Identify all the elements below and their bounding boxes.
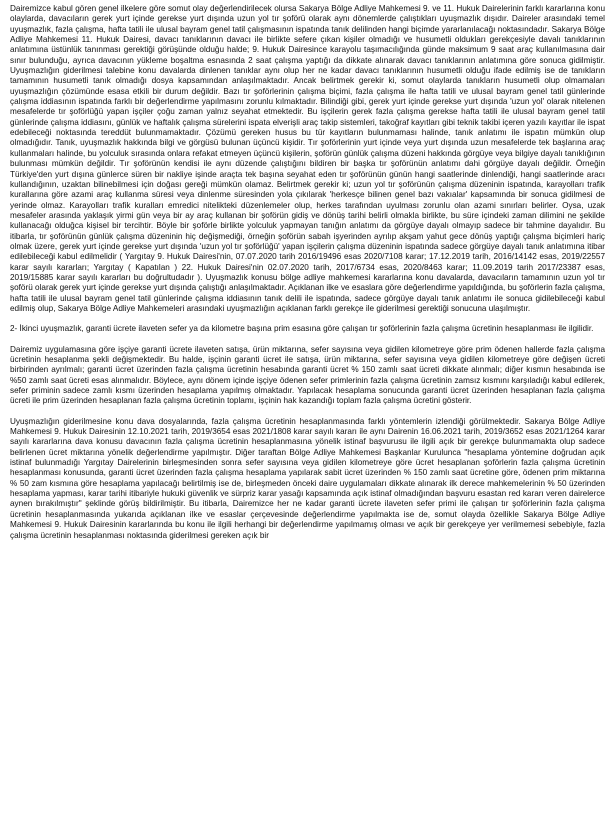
paragraph-gap <box>10 407 605 417</box>
body-paragraph: Dairemizce kabul gören genel ilkelere göre somut olay değerlendirilecek olursa Sakarya Bölge Adliye Mahkemesi 9. ve 11. Hukuk Dairelerinin farklı kararlarına konu olaylarda, davacıların gerek yurt içinde gerekse yurt dışında uzun yol tır şoförü olarak aynı dönemlerde çalıştıkları uyuşmazlık dışıdır. Daireler arasındaki temel uyuşmazlık, fazla çalışma, hafta tatili ile ulusal bayram genel tatil çalışmasının ispatında tanık delilinden hangi biçimde yararlanılacağı noktasındadır. Sakarya Bölge Adliye Mahkemesi 11. Hukuk Dairesi, davacı tanıklarının davacı ile birlikte sefere çıkan kişiler olmadığı ve husumetli oldukları gerekçesiyle davalı tanıklarının anlatımına üstünlük tanınması gerektiği görüşünde olduğu halde; 9. Hukuk Dairesince karayolu taşımacılığında günde maksimum 9 saat araç kullanılmasına dair sınır bulunduğu, ayrıca davacının yükleme boşaltma esnasında 2 saat çalışma yaptığı da dikkate alınarak davacı tanıklarının anlatımına göre sonuca gidilmiştir. Uyuşmazlığın giderilmesi talebine konu davalarda dinlenen tanıklar aynı olup her ne kadar davacı tanıklarının husumetli olduğu ifade edilmiş ise de tanıkların tamamının husumetli tanık olmadığı dosya kapsamından anlaşılmaktadır. Ancak belirtmek gerekir ki, somut olaylarda tanıkların husumetli olup olmamaları uyuşmazlığın çözümünde esasa etkili bir durum değildir. Bazı tır şoförlerinin çalışma biçimi, fazla çalışma ile hafta tatili ve ulusal bayram genel tatil günlerinde çalışma iddiasının ispatında farklı bir değerlendirme yapılmasını zorunlu kılmaktadır. Bilindiği gibi, gerek yurt içinde gerekse yurt dışında 'uzun yol' olarak nitelenen mesafelerde tır şoförlüğü yapan işçiler çoğu zaman yalnız seyahat etmektedir. Bu işçilerin gerek fazla çalışma gerekse hafta tatili ile ulusal bayram genel tatil günlerinde çalışma iddiasını, günlük ve haftalık çalışma sürelerini ispata elverişli araç takip sistemleri, takoğraf kayıtları gibi teknik takibi içeren yazılı kayıtlar ile ispat edebileceği noktasında tereddüt bulunmamaktadır. Çözümü gereken husus bu tür kayıtların bulunmaması halinde, tanık anlatımı ile ispatın mümkün olup olmadığıdır. Tanık, uyuşmazlık hakkında bilgi ve görgüsü bulunan üçüncü kişidir. Tır şoförlerinin yurt içinde veya yurt dışında uzun mesafelerde tek başlarına araç kullanmaları halinde, bu yolculuk sırasında onlara refakat etmeyen üçüncü kişilerin, şoförün günlük çalışma düzeni hakkında görgüye veya bilgiye dayalı tanıklığının bulunması mümkün değildir. Tır şoförünün kendisi ile aynı düzende çalıştığını bildiren bir başka tır şoförünün anlatımı dahi görgüye dayalı değildir. Örneğin Türkiye'den yurt dışına günlerce süren bir nakliye işinde araçta tek başına seyahat eden tır şoförünün günün hangi saatlerinde dinlendiği, hangi saatlerinde aracı kullandığının, uzaktan bilinebilmesi için doğası gereği mümkün olamaz. Belirtmek gerekir ki; uzun yol tır şoförünün çalışma düzeninin ispatında, karayolları trafik kurallarına göre azami araç kullanma süresi veya dinlenme süresinden yola çıkılarak 'herkesçe bilinen genel bazı vakıalar' kapsamında bir sonuca gidilmesi de yerinde olmaz. Karayolları trafik kuralları emredici nitelikteki düzenlemeler olup, herkes tarafından uyulması zorunlu olan azami sınırları belirler. Oysa, uzak mesafeler arasında yaklaşık yirmi gün veya bir ay araç kullanan bir şoförün gidiş ve dönüş tarihi belirli olmakla birlikte, bu süre içindeki zaman dilimini ne şekilde kullanacağı olduğca kişisel bir tercihtir. Böyle bir şoförle birlikte yolculuk yapmayan tanığın anlatımı da görgüye dayalı olmayıp sadece bir tahmine dayalıdır. Bu itibarla, tır şoförünün günlük çalışma düzeninin hiç değişmediği, örneğin şoförün sabah işyerinden ayrılıp akşam yahut gece dönüş yaptığı çalışma biçimleri hariç olmak üzere, gerek yurt içinde gerekse yurt dışında 'uzun yol tır şoförlüğü' yapan işçilerin çalışma düzeninin ispatında sadece görgüye dayalı tanık anlatımına itibar edilebileceği kabul edilmelidir ( Yargıtay 9. Hukuk Dairesi'nin, 07.07.2020 tarih 2016/19496 esas 2020/7108 karar; 17.12.2019 tarih, 2016/14142 esas, 2019/22557 karar sayılı kararları; Yargıtay ( Kapatılan ) 22. Hukuk Dairesi'nin 02.07.2020 tarih, 2017/6734 esas, 2020/8463 karar; 11.09.2019 tarih 2017/23387 esas, 2019/15885 karar sayılı kararları bu doğrultudadır ). Uyuşmazlık konusu bölge adliye mahkemesi kararlarına konu davalarda, davacıların tamamının uzun yol tır şoförü olarak gerek yurt içinde gerekse yurt dışında çalıştığı anlaşılmaktadır. Açıklanan ilke ve esaslara göre değerlendirme yapıldığında, bu şoförlerin fazla çalışma, hafta tatili ile ulusal bayram genel tatil günlerinde çalışma iddiasının tanık delili ile ispatında, sadece görgüye dayalı tanık anlatımı ile sonuca gidilebileceği kabul edilmiş olup, Sakarya Bölge Adliye Mahkemeleri arasındaki uyuşmazlığın açıklanan farklı gerekçe ile giderilmesi gerektiği sonucuna ulaşılmıştır. <box>10 4 605 313</box>
paragraph-gap <box>10 314 605 324</box>
body-paragraph: Dairemiz uygulamasına göre işçiye garanti ücrete ilaveten satışa, ürün miktarına, sefer sayısına veya gidilen kilometreye göre prim ödenen hallerde fazla çalışma ücretinin hesaplanma şekli değişmektedir. Bu halde, işçinin garanti ücret ile satışa, ürün miktarına, sefer sayısına veya gidilen kilometreye göre değişen ücreti birbirinden ayrılmalı; garanti ücret üzerinden fazla çalışma ücretinin hesabında garanti ücret % 150 zamlı saat ücreti dikkate alınmalı; diğer kısmın hesabında ise %50 zamlı saat ücreti esas alınmalıdır. Böylece, aynı dönem içinde işçiye ödenen sefer primlerinin fazla çalışma ücretinin zamsız kısmını karşıladığı kabul edilerek, sefer priminin sadece zamlı kısmı üzerinden hesaplama yapılmış olmaktadır. Yapılacak hesaplama sonucunda garanti ücret üzerinden hesaplanan fazla çalışma ücreti ile prim üzerinden hesaplanan fazla çalışma ücretinin toplamı, işçinin hak kazandığı toplam fazla çalışma ücretini gösterir. <box>10 344 605 406</box>
body-paragraph: Uyuşmazlığın giderilmesine konu dava dosyalarında, fazla çalışma ücretinin hesaplanmasında farklı yöntemlerin izlendiği görülmektedir. Sakarya Bölge Adliye Mahkemesi 9. Hukuk Dairesinin 12.10.2021 tarih, 2019/3654 esas 2021/1808 karar sayılı kararı ile aynı Dairenin 16.06.2021 tarih, 2019/3652 esas 2021/1264 karar sayılı kararlarına dava konusu davacının fazla çalışma ücretinin hesaplanmasına yönelik istinaf başvurusu ile ilgili açık bir gerekçe bulunmamakta olup sadece belirlenen ücret miktarına yönelik değerlendirme yapılmıştır. Diğer taraftan Bölge Adliye Mahkemesi Başkanlar Kurulunca "hesaplama yöntemine doğrudan açık istinaf bulunmadığı Yargıtay Dairelerinin birleşmesinden sonra sefer sayısına veya gidilen kilometreye göre ücret hesaplanan şoförlerin fazla çalışma ücretinin hesaplanması konusunda, garanti ücret üzerinden fazla çalışma hesaplama yapılarak sabit ücret üzerinden % 150 zamlı saat ücretine göre, ödenen prim miktarına % 50 zam kısmına göre hesaplama yapılacağı belirtilmiş ise de, birleşmeden önceki daire uygulamaları dikkate alınarak ilk derece mahkemelerinin % 50 üzerinden hesaplama yapması, karar tarihi itibariyle hukuki güvenlik ve sürpriz karar yasağı kapsamında açık istinaf olmadığından başvuru esastan red kararı veren dairelerce aynen bırakılmıştır" şeklinde görüş bildirilmiştir. Bu itibarla, Dairemizce her ne kadar garanti ücrete ilaveten sefer primi ile çalışan tır şoförlerinin fazla çalışma ücretinin hesaplanmasında yukarıda açıklanan ilke ve esaslar çerçevesinde değerlendirme yapılmakta ise de, somut olayda özellikle Sakarya Bölge Adliye Mahkemesi 9. Hukuk Dairesinin kararlarında bu konu ile ilgili herhangi bir değerlendirme yapılmamış olması ve açık bir gerekçeye yer verilmemesi sebebiyle, fazla çalışma ücretinin hesaplanması noktasında giderilmesi gereken açık bir <box>10 416 605 540</box>
section-heading-paragraph: 2- İkinci uyuşmazlık, garanti ücrete ilaveten sefer ya da kilometre başına prim esasına göre çalışan tır şoförlerinin fazla çalışma ücretinin hesaplanması ile ilgilidir. <box>10 324 594 334</box>
paragraph-gap <box>10 335 605 345</box>
